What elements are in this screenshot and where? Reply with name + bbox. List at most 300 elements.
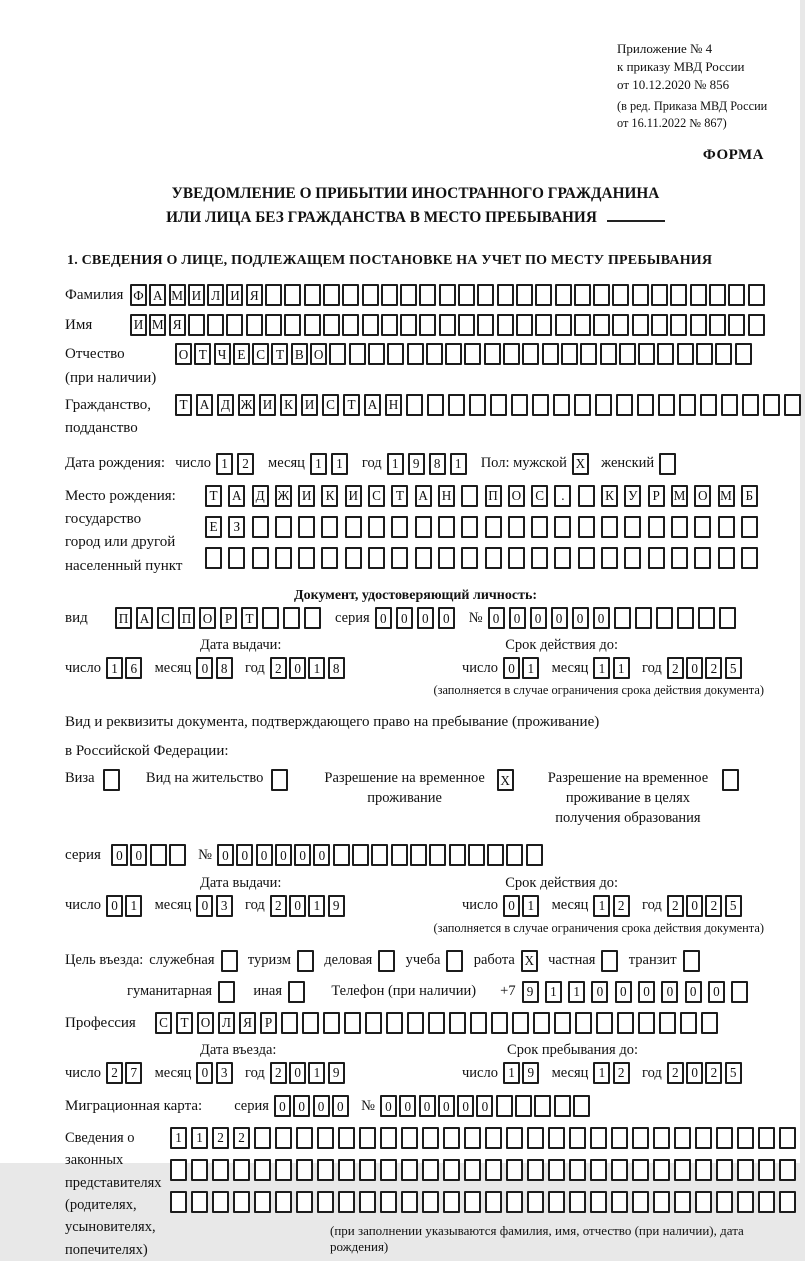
form-cell[interactable]	[391, 516, 408, 538]
form-cell[interactable]: 0	[256, 844, 273, 866]
form-cell[interactable]: 0	[686, 1062, 703, 1084]
form-cell[interactable]	[779, 1127, 796, 1149]
form-cell[interactable]	[638, 1012, 655, 1034]
form-cell[interactable]	[670, 284, 687, 306]
form-cell[interactable]	[503, 343, 520, 365]
form-cell[interactable]	[212, 1159, 229, 1181]
form-cell[interactable]: С	[531, 485, 548, 507]
form-cell[interactable]	[477, 314, 494, 336]
form-cell[interactable]: Ж	[275, 485, 292, 507]
form-cell[interactable]	[737, 1159, 754, 1181]
form-cell[interactable]: 0	[551, 607, 568, 629]
form-cell[interactable]	[698, 607, 715, 629]
form-cell[interactable]	[719, 607, 736, 629]
form-cell[interactable]	[427, 394, 444, 416]
form-cell[interactable]	[323, 284, 340, 306]
form-cell[interactable]	[344, 1012, 361, 1034]
form-cell[interactable]: И	[298, 485, 315, 507]
form-cell[interactable]	[422, 1159, 439, 1181]
form-cell[interactable]	[380, 1127, 397, 1149]
form-cell[interactable]	[422, 1127, 439, 1149]
form-cell[interactable]	[574, 394, 591, 416]
form-cell[interactable]	[671, 516, 688, 538]
form-cell[interactable]	[170, 1159, 187, 1181]
form-cell[interactable]	[449, 844, 466, 866]
form-cell[interactable]	[262, 607, 279, 629]
form-cell[interactable]	[228, 547, 245, 569]
form-cell[interactable]	[426, 343, 443, 365]
form-cell[interactable]	[651, 284, 668, 306]
form-cell[interactable]: 1	[568, 981, 585, 1003]
form-cell[interactable]	[477, 284, 494, 306]
form-cell[interactable]	[254, 1191, 271, 1213]
form-cell[interactable]	[470, 1012, 487, 1034]
form-cell[interactable]	[737, 1127, 754, 1149]
form-cell[interactable]: К	[280, 394, 297, 416]
form-cell[interactable]: Д	[217, 394, 234, 416]
form-cell[interactable]	[741, 516, 758, 538]
form-cell[interactable]: 2	[270, 895, 287, 917]
form-cell[interactable]	[653, 1159, 670, 1181]
form-cell[interactable]: З	[228, 516, 245, 538]
form-cell[interactable]	[742, 394, 759, 416]
form-cell[interactable]	[527, 1159, 544, 1181]
form-cell[interactable]	[516, 314, 533, 336]
form-cell[interactable]: 5	[725, 657, 742, 679]
form-cell[interactable]	[700, 394, 717, 416]
form-cell[interactable]: 0	[289, 1062, 306, 1084]
form-cell[interactable]	[715, 343, 732, 365]
form-cell[interactable]	[651, 314, 668, 336]
form-cell[interactable]	[188, 314, 205, 336]
form-cell[interactable]	[748, 314, 765, 336]
form-cell[interactable]: 1	[331, 453, 348, 475]
form-cell[interactable]	[638, 343, 655, 365]
form-cell[interactable]	[758, 1127, 775, 1149]
form-cell[interactable]	[611, 1191, 628, 1213]
form-cell[interactable]: .	[554, 485, 571, 507]
form-cell[interactable]: 0	[236, 844, 253, 866]
form-cell[interactable]	[391, 547, 408, 569]
form-cell[interactable]	[601, 547, 618, 569]
form-cell[interactable]	[741, 547, 758, 569]
form-cell[interactable]	[381, 284, 398, 306]
form-cell[interactable]	[317, 1159, 334, 1181]
form-cell[interactable]	[439, 314, 456, 336]
form-cell[interactable]: 2	[212, 1127, 229, 1149]
form-cell[interactable]	[658, 394, 675, 416]
form-cell[interactable]	[212, 1191, 229, 1213]
form-cell[interactable]	[419, 284, 436, 306]
form-cell[interactable]	[461, 516, 478, 538]
form-cell[interactable]	[731, 981, 748, 1003]
form-cell[interactable]	[422, 1191, 439, 1213]
form-cell[interactable]	[677, 607, 694, 629]
form-cell[interactable]: Я	[169, 314, 186, 336]
form-cell[interactable]: Е	[205, 516, 222, 538]
form-cell[interactable]	[496, 1095, 513, 1117]
form-cell[interactable]	[490, 394, 507, 416]
form-cell[interactable]: И	[345, 485, 362, 507]
form-cell[interactable]	[191, 1191, 208, 1213]
form-cell[interactable]	[534, 1095, 551, 1117]
form-cell[interactable]: 9	[522, 981, 539, 1003]
form-cell[interactable]	[349, 343, 366, 365]
form-cell[interactable]: А	[196, 394, 213, 416]
form-cell[interactable]: 2	[270, 1062, 287, 1084]
form-cell[interactable]	[275, 516, 292, 538]
form-cell[interactable]	[763, 394, 780, 416]
form-cell[interactable]: Л	[207, 284, 224, 306]
form-cell[interactable]	[718, 547, 735, 569]
form-cell[interactable]: 0	[476, 1095, 493, 1117]
form-cell[interactable]	[512, 1012, 529, 1034]
form-cell[interactable]	[508, 547, 525, 569]
form-cell[interactable]	[616, 394, 633, 416]
form-cell[interactable]: 5	[725, 1062, 742, 1084]
form-cell[interactable]: 0	[438, 1095, 455, 1117]
form-cell[interactable]	[632, 1159, 649, 1181]
form-cell[interactable]	[578, 485, 595, 507]
form-cell[interactable]: У	[624, 485, 641, 507]
form-cell[interactable]	[690, 314, 707, 336]
form-cell[interactable]: И	[226, 284, 243, 306]
form-cell[interactable]	[296, 1127, 313, 1149]
form-cell[interactable]	[271, 769, 288, 791]
form-cell[interactable]: С	[322, 394, 339, 416]
form-cell[interactable]: А	[415, 485, 432, 507]
form-cell[interactable]: П	[115, 607, 132, 629]
form-cell[interactable]	[449, 1012, 466, 1034]
form-cell[interactable]	[593, 284, 610, 306]
form-cell[interactable]: 0	[293, 1095, 310, 1117]
form-cell[interactable]	[485, 1127, 502, 1149]
form-cell[interactable]: Р	[220, 607, 237, 629]
form-cell[interactable]	[304, 284, 321, 306]
form-cell[interactable]	[368, 547, 385, 569]
form-cell[interactable]	[342, 284, 359, 306]
form-cell[interactable]	[575, 1012, 592, 1034]
form-cell[interactable]	[443, 1127, 460, 1149]
form-cell[interactable]	[696, 343, 713, 365]
form-cell[interactable]: 2	[667, 657, 684, 679]
form-cell[interactable]	[555, 284, 572, 306]
form-cell[interactable]: 2	[613, 895, 630, 917]
form-cell[interactable]: Д	[252, 485, 269, 507]
form-cell[interactable]	[428, 1012, 445, 1034]
form-cell[interactable]	[410, 844, 427, 866]
form-cell[interactable]	[321, 547, 338, 569]
form-cell[interactable]	[281, 1012, 298, 1034]
form-cell[interactable]	[632, 284, 649, 306]
form-cell[interactable]	[252, 547, 269, 569]
form-cell[interactable]	[359, 1127, 376, 1149]
form-cell[interactable]	[674, 1191, 691, 1213]
form-cell[interactable]	[407, 343, 424, 365]
form-cell[interactable]: 2	[667, 895, 684, 917]
form-cell[interactable]	[624, 547, 641, 569]
form-cell[interactable]	[548, 1159, 565, 1181]
form-cell[interactable]	[443, 1191, 460, 1213]
form-cell[interactable]: 5	[725, 895, 742, 917]
form-cell[interactable]: 9	[408, 453, 425, 475]
form-cell[interactable]	[648, 516, 665, 538]
form-cell[interactable]	[391, 844, 408, 866]
form-cell[interactable]	[284, 314, 301, 336]
form-cell[interactable]: 1	[308, 1062, 325, 1084]
form-cell[interactable]	[548, 1191, 565, 1213]
form-cell[interactable]: 1	[125, 895, 142, 917]
form-cell[interactable]	[694, 547, 711, 569]
form-cell[interactable]	[439, 284, 456, 306]
form-cell[interactable]	[254, 1127, 271, 1149]
form-cell[interactable]: 0	[685, 981, 702, 1003]
form-cell[interactable]	[506, 1191, 523, 1213]
form-cell[interactable]: 9	[328, 1062, 345, 1084]
form-cell[interactable]: 0	[509, 607, 526, 629]
form-cell[interactable]	[265, 314, 282, 336]
form-cell[interactable]: Н	[385, 394, 402, 416]
form-cell[interactable]	[338, 1159, 355, 1181]
form-cell[interactable]	[461, 547, 478, 569]
form-cell[interactable]: 1	[593, 1062, 610, 1084]
form-cell[interactable]: 0	[417, 607, 434, 629]
form-cell[interactable]	[170, 1191, 187, 1213]
form-cell[interactable]: 1	[106, 657, 123, 679]
form-cell[interactable]: 0	[294, 844, 311, 866]
form-cell[interactable]	[721, 394, 738, 416]
form-cell[interactable]	[531, 547, 548, 569]
form-cell[interactable]	[415, 547, 432, 569]
form-cell[interactable]: 0	[530, 607, 547, 629]
form-cell[interactable]: В	[291, 343, 308, 365]
form-cell[interactable]	[387, 343, 404, 365]
form-cell[interactable]	[635, 607, 652, 629]
form-cell[interactable]	[619, 343, 636, 365]
form-cell[interactable]: А	[149, 284, 166, 306]
form-cell[interactable]	[695, 1159, 712, 1181]
form-cell[interactable]	[653, 1127, 670, 1149]
form-cell[interactable]	[779, 1159, 796, 1181]
form-cell[interactable]: 0	[275, 844, 292, 866]
form-cell[interactable]	[226, 314, 243, 336]
form-cell[interactable]	[506, 844, 523, 866]
form-cell[interactable]	[526, 844, 543, 866]
form-cell[interactable]	[283, 607, 300, 629]
form-cell[interactable]: 0	[196, 1062, 213, 1084]
form-cell[interactable]: 1	[503, 1062, 520, 1084]
form-cell[interactable]: 0	[438, 607, 455, 629]
form-cell[interactable]	[535, 314, 552, 336]
form-cell[interactable]	[233, 1191, 250, 1213]
form-cell[interactable]	[716, 1127, 733, 1149]
form-cell[interactable]	[297, 950, 314, 972]
form-cell[interactable]	[674, 1127, 691, 1149]
form-cell[interactable]: Ж	[238, 394, 255, 416]
form-cell[interactable]	[296, 1191, 313, 1213]
form-cell[interactable]: 0	[593, 607, 610, 629]
form-cell[interactable]	[554, 547, 571, 569]
form-cell[interactable]	[553, 394, 570, 416]
form-cell[interactable]: 2	[106, 1062, 123, 1084]
form-cell[interactable]	[469, 394, 486, 416]
form-cell[interactable]	[632, 1191, 649, 1213]
form-cell[interactable]	[716, 1159, 733, 1181]
form-cell[interactable]: 0	[289, 657, 306, 679]
form-cell[interactable]	[265, 284, 282, 306]
form-cell[interactable]	[554, 1095, 571, 1117]
form-cell[interactable]	[221, 950, 238, 972]
form-cell[interactable]	[612, 314, 629, 336]
form-cell[interactable]: 0	[332, 1095, 349, 1117]
form-cell[interactable]	[580, 343, 597, 365]
form-cell[interactable]	[362, 284, 379, 306]
form-cell[interactable]	[611, 1159, 628, 1181]
form-cell[interactable]: О	[175, 343, 192, 365]
form-cell[interactable]	[429, 844, 446, 866]
form-cell[interactable]: 1	[613, 657, 630, 679]
form-cell[interactable]: 0	[396, 607, 413, 629]
form-cell[interactable]	[401, 1191, 418, 1213]
form-cell[interactable]	[511, 394, 528, 416]
form-cell[interactable]: 0	[399, 1095, 416, 1117]
form-cell[interactable]: Б	[741, 485, 758, 507]
form-cell[interactable]: О	[694, 485, 711, 507]
form-cell[interactable]: 0	[661, 981, 678, 1003]
form-cell[interactable]: 0	[130, 844, 147, 866]
form-cell[interactable]	[368, 516, 385, 538]
form-cell[interactable]: Р	[260, 1012, 277, 1034]
form-cell[interactable]: Р	[648, 485, 665, 507]
form-cell[interactable]: И	[301, 394, 318, 416]
form-cell[interactable]: 0	[111, 844, 128, 866]
form-cell[interactable]	[401, 1159, 418, 1181]
form-cell[interactable]	[484, 343, 501, 365]
form-cell[interactable]	[574, 284, 591, 306]
form-cell[interactable]: О	[197, 1012, 214, 1034]
form-cell[interactable]	[656, 607, 673, 629]
form-cell[interactable]: 0	[638, 981, 655, 1003]
form-cell[interactable]	[321, 516, 338, 538]
form-cell[interactable]	[443, 1159, 460, 1181]
form-cell[interactable]: X	[521, 950, 538, 972]
form-cell[interactable]: 0	[217, 844, 234, 866]
form-cell[interactable]: С	[155, 1012, 172, 1034]
form-cell[interactable]: 2	[613, 1062, 630, 1084]
form-cell[interactable]: 1	[593, 895, 610, 917]
form-cell[interactable]	[718, 516, 735, 538]
form-cell[interactable]	[748, 284, 765, 306]
form-cell[interactable]	[670, 314, 687, 336]
form-cell[interactable]	[659, 453, 676, 475]
form-cell[interactable]	[508, 516, 525, 538]
form-cell[interactable]: И	[259, 394, 276, 416]
form-cell[interactable]: 0	[375, 607, 392, 629]
form-cell[interactable]	[728, 284, 745, 306]
form-cell[interactable]	[690, 284, 707, 306]
form-cell[interactable]: Т	[271, 343, 288, 365]
form-cell[interactable]	[359, 1159, 376, 1181]
form-cell[interactable]	[784, 394, 801, 416]
form-cell[interactable]: 2	[270, 657, 287, 679]
form-cell[interactable]	[506, 1159, 523, 1181]
form-cell[interactable]	[554, 1012, 571, 1034]
form-cell[interactable]	[578, 516, 595, 538]
form-cell[interactable]	[207, 314, 224, 336]
form-cell[interactable]: 2	[667, 1062, 684, 1084]
form-cell[interactable]	[401, 1127, 418, 1149]
form-cell[interactable]	[284, 284, 301, 306]
form-cell[interactable]: 2	[705, 1062, 722, 1084]
form-cell[interactable]	[304, 607, 321, 629]
form-cell[interactable]	[527, 1191, 544, 1213]
form-cell[interactable]	[515, 1095, 532, 1117]
form-cell[interactable]: Т	[241, 607, 258, 629]
form-cell[interactable]	[593, 314, 610, 336]
form-cell[interactable]: 0	[419, 1095, 436, 1117]
form-cell[interactable]	[637, 394, 654, 416]
form-cell[interactable]	[464, 343, 481, 365]
form-cell[interactable]: И	[188, 284, 205, 306]
form-cell[interactable]	[380, 1191, 397, 1213]
form-cell[interactable]	[709, 314, 726, 336]
form-cell[interactable]	[329, 343, 346, 365]
form-cell[interactable]: 1	[522, 657, 539, 679]
form-cell[interactable]	[497, 314, 514, 336]
form-cell[interactable]	[758, 1159, 775, 1181]
form-cell[interactable]	[596, 1012, 613, 1034]
form-cell[interactable]: М	[169, 284, 186, 306]
form-cell[interactable]: 8	[216, 657, 233, 679]
form-cell[interactable]	[779, 1191, 796, 1213]
form-cell[interactable]: 0	[686, 657, 703, 679]
form-cell[interactable]	[578, 547, 595, 569]
form-cell[interactable]	[487, 844, 504, 866]
form-cell[interactable]	[406, 394, 423, 416]
form-cell[interactable]	[338, 1127, 355, 1149]
form-cell[interactable]: О	[508, 485, 525, 507]
form-cell[interactable]	[400, 284, 417, 306]
form-cell[interactable]: Т	[194, 343, 211, 365]
form-cell[interactable]	[716, 1191, 733, 1213]
form-cell[interactable]	[590, 1159, 607, 1181]
form-cell[interactable]	[695, 1127, 712, 1149]
form-cell[interactable]	[657, 343, 674, 365]
form-cell[interactable]: 1	[450, 453, 467, 475]
form-cell[interactable]: К	[601, 485, 618, 507]
form-cell[interactable]	[323, 314, 340, 336]
form-cell[interactable]	[522, 343, 539, 365]
form-cell[interactable]: 0	[106, 895, 123, 917]
form-cell[interactable]	[632, 1127, 649, 1149]
form-cell[interactable]	[497, 284, 514, 306]
form-cell[interactable]	[542, 343, 559, 365]
form-cell[interactable]: М	[671, 485, 688, 507]
form-cell[interactable]: 0	[708, 981, 725, 1003]
form-cell[interactable]	[694, 516, 711, 538]
form-cell[interactable]	[485, 516, 502, 538]
form-cell[interactable]: 0	[686, 895, 703, 917]
form-cell[interactable]	[368, 343, 385, 365]
form-cell[interactable]	[532, 394, 549, 416]
form-cell[interactable]	[302, 1012, 319, 1034]
form-cell[interactable]	[648, 547, 665, 569]
form-cell[interactable]: 8	[328, 657, 345, 679]
form-cell[interactable]	[380, 1159, 397, 1181]
form-cell[interactable]: 0	[615, 981, 632, 1003]
form-cell[interactable]	[275, 1159, 292, 1181]
form-cell[interactable]	[448, 394, 465, 416]
